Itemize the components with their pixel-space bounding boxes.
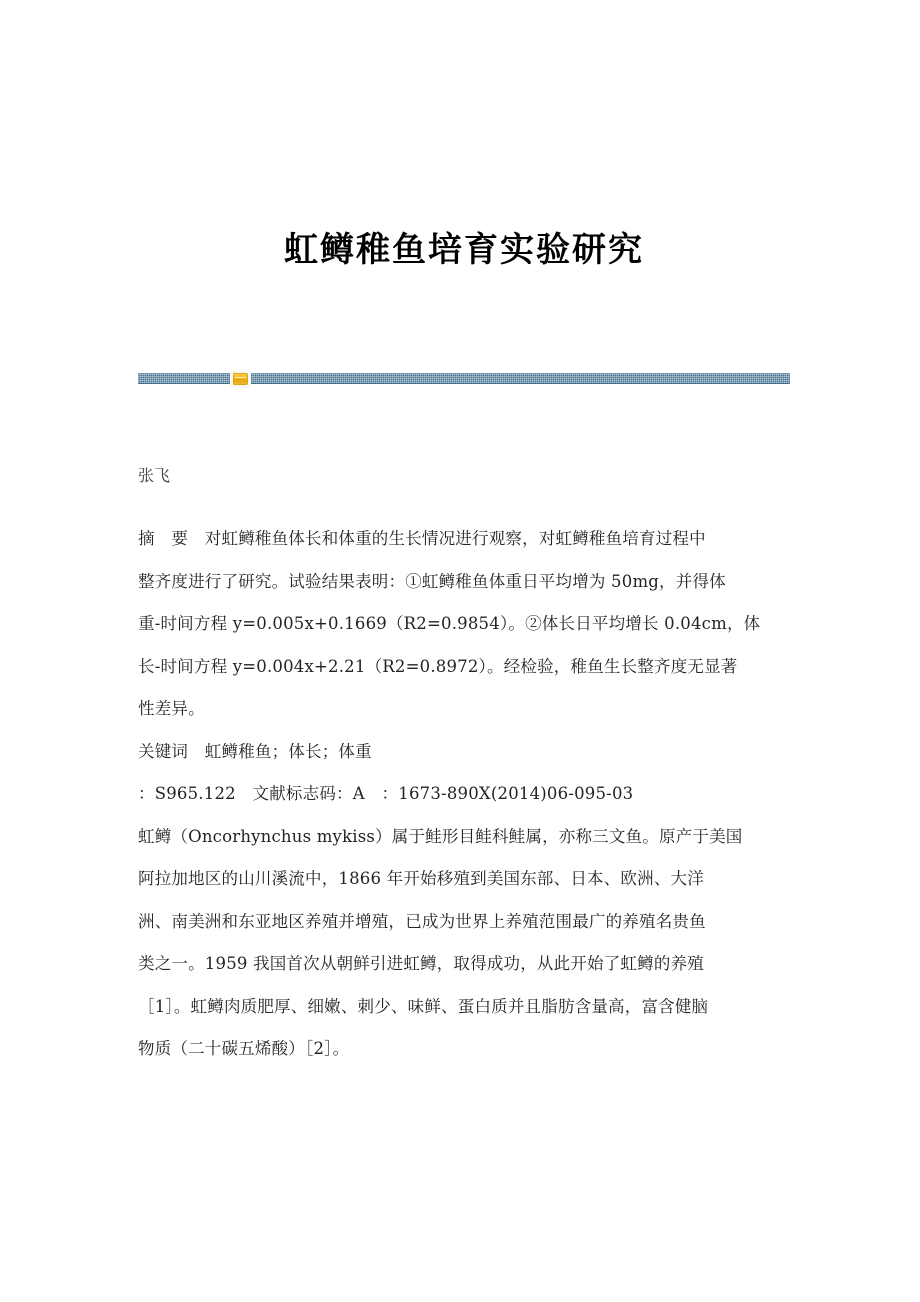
body-paragraph	[138, 816, 798, 1071]
keywords-block	[138, 731, 798, 774]
abstract-line: 长-时间方程 y=0.004x+2.21（R2=0.8972）。经检验，稚鱼生长整齐度无显著	[138, 656, 738, 676]
abstract-block	[138, 518, 798, 731]
page-title: 虹鳟稚鱼培育实验研究	[284, 229, 644, 270]
decorative-divider	[138, 370, 790, 388]
abstract-line: 重-时间方程 y=0.005x+0.1669（R2=0.9854）。②体长日平均增长 0.04cm，体	[138, 614, 761, 633]
document-content	[138, 468, 798, 1071]
body-line: 类之一。1959 我国首次从朝鲜引进虹鳟，取得成功，从此开始了虹鳟的养殖	[138, 954, 704, 973]
body-line: 虹鳟（Oncorhynchus mykiss）属于鲑形目鲑科鲑属，亦称三文鱼。原产于美国	[138, 826, 743, 846]
gold-gem-ornament-icon	[230, 370, 251, 388]
body-line: 物质（二十碳五烯酸）［2］。	[138, 1039, 350, 1058]
keywords-line: 关键词 虹鳟稚鱼；体长；体重	[138, 741, 372, 761]
body-line: 阿拉加地区的山川溪流中，1866 年开始移殖到美国东部、日本、欧洲、大洋	[138, 869, 704, 888]
abstract-line: 整齐度进行了研究。试验结果表明：①虹鳟稚鱼体重日平均增为 50mg，并得体	[138, 571, 726, 591]
author-name: 张飞	[138, 466, 171, 485]
abstract-line: 性差异。	[138, 699, 205, 718]
classification-line: ：S965.122 文献标志码：A ：1673-890X(2014)06-095-03	[138, 784, 634, 803]
abstract-line: 摘 要 对虹鳟稚鱼体长和体重的生长情况进行观察，对虹鳟稚鱼培育过程中	[138, 529, 706, 548]
classification-block	[138, 773, 798, 816]
body-line: 洲、南美洲和东亚地区养殖并增殖，已成为世界上养殖范围最广的养殖名贵鱼	[138, 911, 706, 931]
body-line: ［1］。虹鳟肉质肥厚、细嫩、刺少、味鲜、蛋白质并且脂肪含量高，富含健脑	[138, 996, 709, 1016]
